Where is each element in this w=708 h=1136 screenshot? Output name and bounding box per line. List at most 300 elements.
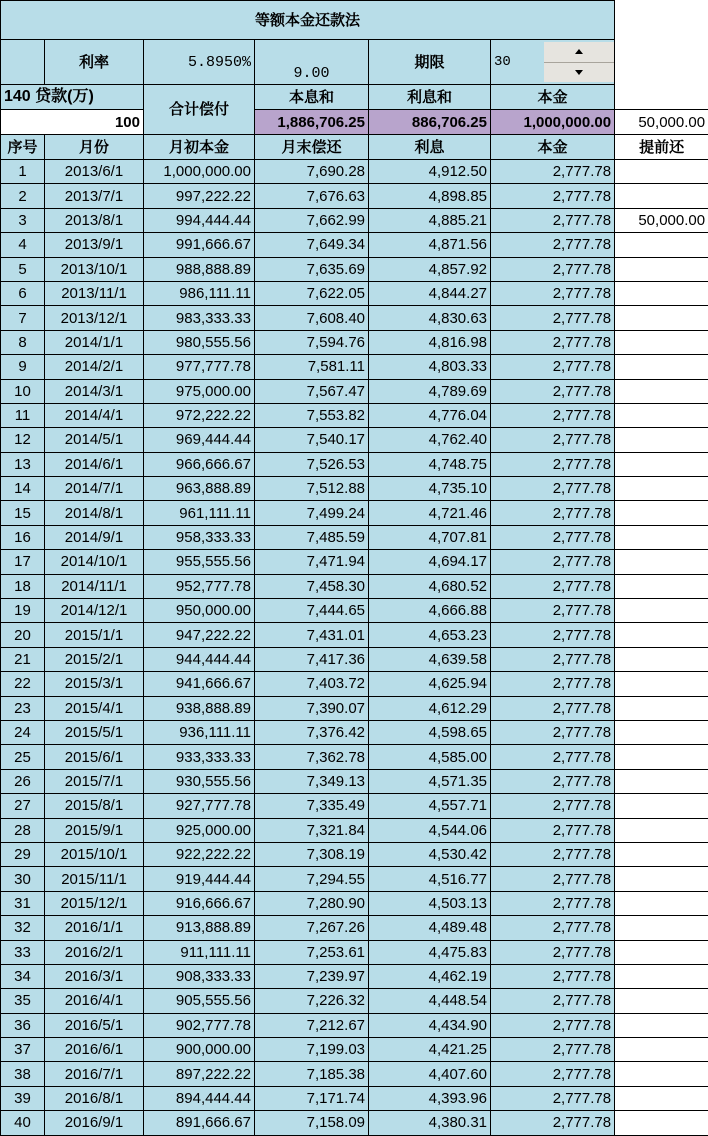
row-principal[interactable]: 2,777.78 (491, 1013, 615, 1037)
row-month[interactable]: 2015/5/1 (45, 720, 144, 744)
row-opening-principal[interactable]: 922,222.22 (144, 842, 255, 866)
row-prepayment[interactable] (615, 379, 708, 403)
row-index[interactable]: 30 (1, 867, 45, 891)
row-opening-principal[interactable]: 966,666.67 (144, 452, 255, 476)
row-month[interactable]: 2016/9/1 (45, 1111, 144, 1135)
row-opening-principal[interactable]: 977,777.78 (144, 355, 255, 379)
row-prepayment[interactable] (615, 1038, 708, 1062)
row-index[interactable]: 26 (1, 769, 45, 793)
row-opening-principal[interactable]: 961,111.11 (144, 501, 255, 525)
row-payment[interactable]: 7,676.63 (255, 184, 369, 208)
row-principal[interactable]: 2,777.78 (491, 720, 615, 744)
row-principal[interactable]: 2,777.78 (491, 1038, 615, 1062)
row-month[interactable]: 2014/11/1 (45, 574, 144, 598)
empty-cell[interactable] (615, 40, 708, 85)
row-month[interactable]: 2013/11/1 (45, 281, 144, 305)
row-index[interactable]: 7 (1, 306, 45, 330)
row-payment[interactable]: 7,185.38 (255, 1062, 369, 1086)
row-interest[interactable]: 4,516.77 (369, 867, 491, 891)
row-interest[interactable]: 4,748.75 (369, 452, 491, 476)
row-opening-principal[interactable]: 994,444.44 (144, 208, 255, 232)
row-index[interactable]: 4 (1, 233, 45, 257)
row-index[interactable]: 28 (1, 818, 45, 842)
row-principal[interactable]: 2,777.78 (491, 452, 615, 476)
row-interest[interactable]: 4,448.54 (369, 989, 491, 1013)
row-principal[interactable]: 2,777.78 (491, 184, 615, 208)
row-principal[interactable]: 2,777.78 (491, 428, 615, 452)
row-month[interactable]: 2016/3/1 (45, 964, 144, 988)
row-opening-principal[interactable]: 958,333.33 (144, 525, 255, 549)
row-opening-principal[interactable]: 933,333.33 (144, 745, 255, 769)
row-prepayment[interactable] (615, 599, 708, 623)
row-prepayment[interactable] (615, 525, 708, 549)
row-interest[interactable]: 4,530.42 (369, 842, 491, 866)
row-index[interactable]: 8 (1, 330, 45, 354)
row-prepayment[interactable] (615, 867, 708, 891)
row-opening-principal[interactable]: 963,888.89 (144, 477, 255, 501)
row-prepayment[interactable] (615, 891, 708, 915)
row-principal[interactable]: 2,777.78 (491, 257, 615, 281)
row-opening-principal[interactable]: 950,000.00 (144, 599, 255, 623)
row-prepayment[interactable] (615, 916, 708, 940)
row-payment[interactable]: 7,253.61 (255, 940, 369, 964)
row-payment[interactable]: 7,608.40 (255, 306, 369, 330)
row-month[interactable]: 2014/4/1 (45, 403, 144, 427)
row-interest[interactable]: 4,393.96 (369, 1086, 491, 1110)
row-opening-principal[interactable]: 988,888.89 (144, 257, 255, 281)
row-interest[interactable]: 4,639.58 (369, 647, 491, 671)
row-prepayment[interactable] (615, 989, 708, 1013)
row-interest[interactable]: 4,598.65 (369, 720, 491, 744)
row-principal[interactable]: 2,777.78 (491, 1111, 615, 1135)
row-interest[interactable]: 4,625.94 (369, 672, 491, 696)
extra-amount[interactable]: 50,000.00 (615, 110, 708, 135)
row-opening-principal[interactable]: 919,444.44 (144, 867, 255, 891)
row-prepayment[interactable] (615, 1111, 708, 1135)
row-opening-principal[interactable]: 944,444.44 (144, 647, 255, 671)
row-opening-principal[interactable]: 927,777.78 (144, 794, 255, 818)
row-prepayment[interactable]: 50,000.00 (615, 208, 708, 232)
row-index[interactable]: 40 (1, 1111, 45, 1135)
row-index[interactable]: 9 (1, 355, 45, 379)
row-month[interactable]: 2013/8/1 (45, 208, 144, 232)
row-prepayment[interactable] (615, 428, 708, 452)
row-principal[interactable]: 2,777.78 (491, 281, 615, 305)
row-prepayment[interactable] (615, 672, 708, 696)
row-opening-principal[interactable]: 913,888.89 (144, 916, 255, 940)
row-index[interactable]: 5 (1, 257, 45, 281)
row-month[interactable]: 2014/12/1 (45, 599, 144, 623)
row-opening-principal[interactable]: 972,222.22 (144, 403, 255, 427)
row-prepayment[interactable] (615, 574, 708, 598)
row-principal[interactable]: 2,777.78 (491, 672, 615, 696)
row-index[interactable]: 13 (1, 452, 45, 476)
row-month[interactable]: 2016/1/1 (45, 916, 144, 940)
table-row (1, 891, 708, 915)
row-principal[interactable]: 2,777.78 (491, 355, 615, 379)
row-payment[interactable]: 7,567.47 (255, 379, 369, 403)
rate-secondary-value[interactable]: 9.00 (255, 40, 369, 85)
row-payment[interactable]: 7,458.30 (255, 574, 369, 598)
row-principal[interactable]: 2,777.78 (491, 916, 615, 940)
empty-cell[interactable] (1, 40, 45, 85)
row-payment[interactable]: 7,622.05 (255, 281, 369, 305)
row-index[interactable]: 10 (1, 379, 45, 403)
row-payment[interactable]: 7,594.76 (255, 330, 369, 354)
row-month[interactable]: 2014/1/1 (45, 330, 144, 354)
row-month[interactable]: 2016/8/1 (45, 1086, 144, 1110)
row-interest[interactable]: 4,762.40 (369, 428, 491, 452)
row-payment[interactable]: 7,403.72 (255, 672, 369, 696)
row-payment[interactable]: 7,512.88 (255, 477, 369, 501)
row-payment[interactable]: 7,471.94 (255, 550, 369, 574)
row-prepayment[interactable] (615, 330, 708, 354)
row-prepayment[interactable] (615, 720, 708, 744)
row-opening-principal[interactable]: 969,444.44 (144, 428, 255, 452)
row-principal[interactable]: 2,777.78 (491, 379, 615, 403)
row-opening-principal[interactable]: 975,000.00 (144, 379, 255, 403)
empty-cell[interactable] (615, 1, 708, 40)
row-index[interactable]: 11 (1, 403, 45, 427)
row-interest[interactable]: 4,380.31 (369, 1111, 491, 1135)
term-spinner[interactable] (544, 42, 614, 82)
row-month[interactable]: 2013/10/1 (45, 257, 144, 281)
row-payment[interactable]: 7,376.42 (255, 720, 369, 744)
loan-label-cell[interactable] (1, 85, 144, 110)
row-index[interactable]: 12 (1, 428, 45, 452)
total-principal[interactable]: 1,000,000.00 (491, 110, 615, 135)
row-prepayment[interactable] (615, 842, 708, 866)
row-interest[interactable]: 4,707.81 (369, 525, 491, 549)
row-payment[interactable]: 7,294.55 (255, 867, 369, 891)
row-index[interactable]: 20 (1, 623, 45, 647)
row-payment[interactable]: 7,321.84 (255, 818, 369, 842)
row-prepayment[interactable] (615, 452, 708, 476)
row-principal[interactable]: 2,777.78 (491, 160, 615, 184)
row-index[interactable]: 38 (1, 1062, 45, 1086)
row-opening-principal[interactable]: 936,111.11 (144, 720, 255, 744)
total-principal-interest[interactable]: 1,886,706.25 (255, 110, 369, 135)
row-month[interactable]: 2014/8/1 (45, 501, 144, 525)
row-month[interactable]: 2014/10/1 (45, 550, 144, 574)
row-interest[interactable]: 4,912.50 (369, 160, 491, 184)
row-month[interactable]: 2014/6/1 (45, 452, 144, 476)
row-index[interactable]: 22 (1, 672, 45, 696)
row-payment[interactable]: 7,635.69 (255, 257, 369, 281)
row-index[interactable]: 36 (1, 1013, 45, 1037)
row-index[interactable]: 15 (1, 501, 45, 525)
row-month[interactable]: 2015/2/1 (45, 647, 144, 671)
row-principal[interactable]: 2,777.78 (491, 794, 615, 818)
spin-down-button[interactable] (544, 63, 614, 83)
row-interest[interactable]: 4,462.19 (369, 964, 491, 988)
row-principal[interactable]: 2,777.78 (491, 1086, 615, 1110)
spin-up-button[interactable] (544, 42, 614, 63)
row-prepayment[interactable] (615, 306, 708, 330)
row-index[interactable]: 16 (1, 525, 45, 549)
row-opening-principal[interactable]: 902,777.78 (144, 1013, 255, 1037)
row-opening-principal[interactable]: 1,000,000.00 (144, 160, 255, 184)
row-principal[interactable]: 2,777.78 (491, 330, 615, 354)
row-index[interactable]: 14 (1, 477, 45, 501)
row-interest[interactable]: 4,421.25 (369, 1038, 491, 1062)
row-principal[interactable]: 2,777.78 (491, 403, 615, 427)
row-month[interactable]: 2013/7/1 (45, 184, 144, 208)
row-prepayment[interactable] (615, 550, 708, 574)
row-payment[interactable]: 7,444.65 (255, 599, 369, 623)
row-interest[interactable]: 4,489.48 (369, 916, 491, 940)
row-prepayment[interactable] (615, 184, 708, 208)
row-month[interactable]: 2013/9/1 (45, 233, 144, 257)
row-month[interactable]: 2014/5/1 (45, 428, 144, 452)
row-prepayment[interactable] (615, 623, 708, 647)
row-interest[interactable]: 4,803.33 (369, 355, 491, 379)
row-prepayment[interactable] (615, 1086, 708, 1110)
row-payment[interactable]: 7,431.01 (255, 623, 369, 647)
row-prepayment[interactable] (615, 769, 708, 793)
term-cell[interactable] (491, 40, 615, 85)
row-index[interactable]: 31 (1, 891, 45, 915)
row-interest[interactable]: 4,816.98 (369, 330, 491, 354)
row-prepayment[interactable] (615, 745, 708, 769)
row-opening-principal[interactable]: 891,666.67 (144, 1111, 255, 1135)
row-payment[interactable]: 7,239.97 (255, 964, 369, 988)
row-index[interactable]: 34 (1, 964, 45, 988)
row-payment[interactable]: 7,485.59 (255, 525, 369, 549)
row-interest[interactable]: 4,407.60 (369, 1062, 491, 1086)
row-interest[interactable]: 4,871.56 (369, 233, 491, 257)
row-principal[interactable]: 2,777.78 (491, 940, 615, 964)
row-payment[interactable]: 7,308.19 (255, 842, 369, 866)
row-payment[interactable]: 7,581.11 (255, 355, 369, 379)
row-payment[interactable]: 7,540.17 (255, 428, 369, 452)
row-interest[interactable]: 4,666.88 (369, 599, 491, 623)
row-month[interactable]: 2013/12/1 (45, 306, 144, 330)
row-index[interactable]: 24 (1, 720, 45, 744)
row-interest[interactable]: 4,612.29 (369, 696, 491, 720)
row-month[interactable]: 2015/9/1 (45, 818, 144, 842)
row-payment[interactable]: 7,267.26 (255, 916, 369, 940)
row-index[interactable]: 2 (1, 184, 45, 208)
row-opening-principal[interactable]: 980,555.56 (144, 330, 255, 354)
row-principal[interactable]: 2,777.78 (491, 477, 615, 501)
row-opening-principal[interactable]: 952,777.78 (144, 574, 255, 598)
row-prepayment[interactable] (615, 1062, 708, 1086)
row-payment[interactable]: 7,553.82 (255, 403, 369, 427)
row-interest[interactable]: 4,475.83 (369, 940, 491, 964)
row-interest[interactable]: 4,680.52 (369, 574, 491, 598)
empty-cell[interactable] (615, 85, 708, 110)
term-value[interactable]: 30 (491, 55, 544, 69)
row-prepayment[interactable] (615, 696, 708, 720)
row-opening-principal[interactable]: 983,333.33 (144, 306, 255, 330)
row-principal[interactable]: 2,777.78 (491, 867, 615, 891)
row-month[interactable]: 2014/9/1 (45, 525, 144, 549)
row-index[interactable]: 32 (1, 916, 45, 940)
row-interest[interactable]: 4,557.71 (369, 794, 491, 818)
row-prepayment[interactable] (615, 281, 708, 305)
row-prepayment[interactable] (615, 403, 708, 427)
row-payment[interactable]: 7,649.34 (255, 233, 369, 257)
row-month[interactable]: 2015/10/1 (45, 842, 144, 866)
row-opening-principal[interactable]: 905,555.56 (144, 989, 255, 1013)
row-payment[interactable]: 7,690.28 (255, 160, 369, 184)
row-principal[interactable]: 2,777.78 (491, 842, 615, 866)
row-month[interactable]: 2015/6/1 (45, 745, 144, 769)
row-index[interactable]: 35 (1, 989, 45, 1013)
row-interest[interactable]: 4,653.23 (369, 623, 491, 647)
row-opening-principal[interactable]: 941,666.67 (144, 672, 255, 696)
row-interest[interactable]: 4,694.17 (369, 550, 491, 574)
row-month[interactable]: 2015/7/1 (45, 769, 144, 793)
row-prepayment[interactable] (615, 257, 708, 281)
row-month[interactable]: 2015/11/1 (45, 867, 144, 891)
row-opening-principal[interactable]: 900,000.00 (144, 1038, 255, 1062)
row-payment[interactable]: 7,226.32 (255, 989, 369, 1013)
row-interest[interactable]: 4,434.90 (369, 1013, 491, 1037)
row-index[interactable]: 29 (1, 842, 45, 866)
row-principal[interactable]: 2,777.78 (491, 647, 615, 671)
row-payment[interactable]: 7,335.49 (255, 794, 369, 818)
row-prepayment[interactable] (615, 794, 708, 818)
row-opening-principal[interactable]: 938,888.89 (144, 696, 255, 720)
row-month[interactable]: 2014/3/1 (45, 379, 144, 403)
row-prepayment[interactable] (615, 818, 708, 842)
table-row (1, 696, 708, 720)
row-index[interactable]: 25 (1, 745, 45, 769)
row-index[interactable]: 1 (1, 160, 45, 184)
row-index[interactable]: 19 (1, 599, 45, 623)
row-interest[interactable]: 4,844.27 (369, 281, 491, 305)
row-prepayment[interactable] (615, 160, 708, 184)
row-principal[interactable]: 2,777.78 (491, 1062, 615, 1086)
row-interest[interactable]: 4,789.69 (369, 379, 491, 403)
row-payment[interactable]: 7,390.07 (255, 696, 369, 720)
row-payment[interactable]: 7,199.03 (255, 1038, 369, 1062)
row-principal[interactable]: 2,777.78 (491, 891, 615, 915)
row-month[interactable]: 2015/4/1 (45, 696, 144, 720)
row-month[interactable]: 2016/7/1 (45, 1062, 144, 1086)
row-opening-principal[interactable]: 930,555.56 (144, 769, 255, 793)
row-prepayment[interactable] (615, 964, 708, 988)
row-index[interactable]: 27 (1, 794, 45, 818)
row-month[interactable]: 2016/6/1 (45, 1038, 144, 1062)
row-opening-principal[interactable]: 911,111.11 (144, 940, 255, 964)
row-principal[interactable]: 2,777.78 (491, 501, 615, 525)
row-payment[interactable]: 7,499.24 (255, 501, 369, 525)
row-payment[interactable]: 7,362.78 (255, 745, 369, 769)
row-principal[interactable]: 2,777.78 (491, 745, 615, 769)
loan-amount[interactable]: 100 (1, 110, 144, 135)
row-opening-principal[interactable]: 897,222.22 (144, 1062, 255, 1086)
row-month[interactable]: 2016/4/1 (45, 989, 144, 1013)
row-month[interactable]: 2015/12/1 (45, 891, 144, 915)
row-payment[interactable]: 7,349.13 (255, 769, 369, 793)
row-interest[interactable]: 4,885.21 (369, 208, 491, 232)
row-prepayment[interactable] (615, 940, 708, 964)
row-opening-principal[interactable]: 947,222.22 (144, 623, 255, 647)
row-interest[interactable]: 4,776.04 (369, 403, 491, 427)
row-payment[interactable]: 7,417.36 (255, 647, 369, 671)
row-payment[interactable]: 7,526.53 (255, 452, 369, 476)
row-principal[interactable]: 2,777.78 (491, 550, 615, 574)
row-interest[interactable]: 4,857.92 (369, 257, 491, 281)
row-interest[interactable]: 4,898.85 (369, 184, 491, 208)
row-payment[interactable]: 7,171.74 (255, 1086, 369, 1110)
row-principal[interactable]: 2,777.78 (491, 525, 615, 549)
row-index[interactable]: 3 (1, 208, 45, 232)
row-interest[interactable]: 4,721.46 (369, 501, 491, 525)
row-month[interactable]: 2015/1/1 (45, 623, 144, 647)
row-payment[interactable]: 7,280.90 (255, 891, 369, 915)
row-interest[interactable]: 4,830.63 (369, 306, 491, 330)
row-opening-principal[interactable]: 991,666.67 (144, 233, 255, 257)
row-opening-principal[interactable]: 894,444.44 (144, 1086, 255, 1110)
row-interest[interactable]: 4,571.35 (369, 769, 491, 793)
row-index[interactable]: 17 (1, 550, 45, 574)
row-principal[interactable]: 2,777.78 (491, 623, 615, 647)
row-month[interactable]: 2015/3/1 (45, 672, 144, 696)
rate-value[interactable]: 5.8950% (144, 40, 255, 85)
row-prepayment[interactable] (615, 1013, 708, 1037)
row-interest[interactable]: 4,735.10 (369, 477, 491, 501)
row-prepayment[interactable] (615, 647, 708, 671)
summary-col-principal: 本金 (491, 85, 615, 110)
row-prepayment[interactable] (615, 477, 708, 501)
row-principal[interactable]: 2,777.78 (491, 989, 615, 1013)
row-payment[interactable]: 7,212.67 (255, 1013, 369, 1037)
row-index[interactable]: 23 (1, 696, 45, 720)
row-interest[interactable]: 4,544.06 (369, 818, 491, 842)
row-principal[interactable]: 2,777.78 (491, 233, 615, 257)
row-month[interactable]: 2013/6/1 (45, 160, 144, 184)
row-interest[interactable]: 4,585.00 (369, 745, 491, 769)
row-interest[interactable]: 4,503.13 (369, 891, 491, 915)
total-interest[interactable]: 886,706.25 (369, 110, 491, 135)
row-index[interactable]: 37 (1, 1038, 45, 1062)
row-month[interactable]: 2014/7/1 (45, 477, 144, 501)
row-principal[interactable]: 2,777.78 (491, 306, 615, 330)
row-principal[interactable]: 2,777.78 (491, 599, 615, 623)
row-month[interactable]: 2016/5/1 (45, 1013, 144, 1037)
row-principal[interactable]: 2,777.78 (491, 818, 615, 842)
row-payment[interactable]: 7,158.09 (255, 1111, 369, 1135)
row-month[interactable]: 2015/8/1 (45, 794, 144, 818)
row-index[interactable]: 33 (1, 940, 45, 964)
row-opening-principal[interactable]: 986,111.11 (144, 281, 255, 305)
row-index[interactable]: 6 (1, 281, 45, 305)
row-index[interactable]: 18 (1, 574, 45, 598)
row-opening-principal[interactable]: 916,666.67 (144, 891, 255, 915)
row-opening-principal[interactable]: 908,333.33 (144, 964, 255, 988)
row-opening-principal[interactable]: 925,000.00 (144, 818, 255, 842)
row-prepayment[interactable] (615, 355, 708, 379)
row-principal[interactable]: 2,777.78 (491, 769, 615, 793)
row-opening-principal[interactable]: 997,222.22 (144, 184, 255, 208)
row-opening-principal[interactable]: 955,555.56 (144, 550, 255, 574)
row-month[interactable]: 2014/2/1 (45, 355, 144, 379)
row-month[interactable]: 2016/2/1 (45, 940, 144, 964)
row-principal[interactable]: 2,777.78 (491, 208, 615, 232)
row-principal[interactable]: 2,777.78 (491, 696, 615, 720)
row-index[interactable]: 21 (1, 647, 45, 671)
row-prepayment[interactable] (615, 501, 708, 525)
row-principal[interactable]: 2,777.78 (491, 964, 615, 988)
row-payment[interactable]: 7,662.99 (255, 208, 369, 232)
row-prepayment[interactable] (615, 233, 708, 257)
row-principal[interactable]: 2,777.78 (491, 574, 615, 598)
row-index[interactable]: 39 (1, 1086, 45, 1110)
